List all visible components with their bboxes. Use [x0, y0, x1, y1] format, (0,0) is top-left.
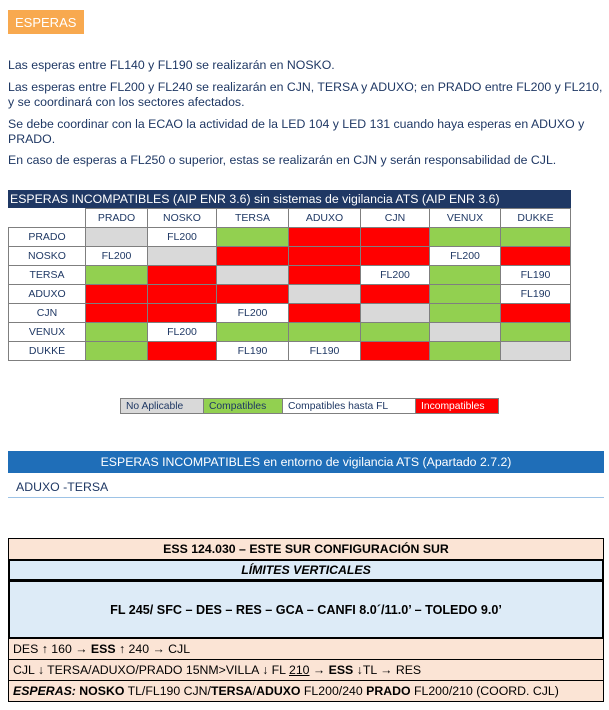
ess-row-esperas: [8, 680, 604, 702]
incompatibility-matrix: [8, 208, 571, 361]
matrix-cell: [430, 342, 501, 361]
ess-sector-box: [8, 539, 604, 702]
ess-row3-fix: ADUXO: [256, 684, 301, 698]
matrix-cell: [501, 228, 571, 247]
matrix-cell: FL200: [430, 247, 501, 266]
ess-row2-part: CJL ↓ TERSA/ADUXO/PRADO 15NM>VILLA ↓ FL: [13, 663, 289, 677]
matrix-cell: [217, 285, 289, 304]
ess-row-des: [8, 638, 604, 660]
ess-row-cjl: [8, 659, 604, 681]
matrix-column-header: TERSA: [217, 209, 289, 228]
matrix-row-header: DUKKE: [9, 342, 86, 361]
matrix-cell: FL200: [217, 304, 289, 323]
matrix-row: [9, 285, 571, 304]
matrix-row-header: ADUXO: [9, 285, 86, 304]
matrix-cell: [430, 228, 501, 247]
ess-row1-part: ↑ 240 → CJL: [115, 642, 191, 656]
matrix-cell: [361, 285, 430, 304]
matrix-cell: FL190: [217, 342, 289, 361]
surveillance-divider: [8, 497, 604, 498]
matrix-row-header: PRADO: [9, 228, 86, 247]
matrix-cell: [148, 266, 217, 285]
matrix-cell: [86, 304, 148, 323]
ess-vertical-limits: FL 245/ SFC – DES – RES – GCA – CANFI 8.0´/11.0’ – TOLEDO 9.0’: [8, 580, 604, 639]
ess-row2-part: →: [309, 663, 329, 677]
legend-compatibles-hasta-fl: Compatibles hasta FL: [282, 398, 416, 414]
matrix-column-header: CJN: [361, 209, 430, 228]
matrix-row: [9, 304, 571, 323]
matrix-cell: [501, 247, 571, 266]
matrix-cell: [289, 323, 361, 342]
matrix-cell: [361, 228, 430, 247]
matrix-row-header: VENUX: [9, 323, 86, 342]
matrix-cell: [86, 342, 148, 361]
ess-row3-part: FL200/240: [300, 684, 367, 698]
matrix-cell: [217, 323, 289, 342]
ess-row1-sector: ESS: [90, 642, 116, 656]
ess-row3-fix: TERSA: [210, 684, 253, 698]
matrix-cell: [148, 285, 217, 304]
matrix-cell: [289, 228, 361, 247]
ess-row3-fix: PRADO: [366, 684, 411, 698]
matrix-row: [9, 342, 571, 361]
paragraph-fl200-fl240: Las esperas entre FL200 y FL240 se realizarán en CJN, TERSA y ADUXO; en PRADO entre FL200 y FL210, y se coordinará con los sectores afectados.: [8, 80, 603, 109]
ess-row2-sector: ESS: [328, 663, 354, 677]
matrix-cell: [430, 266, 501, 285]
matrix-column-header: NOSKO: [148, 209, 217, 228]
matrix-header-row: [9, 209, 571, 228]
matrix-cell: [501, 304, 571, 323]
matrix-cell: [361, 304, 430, 323]
matrix-row: [9, 323, 571, 342]
matrix-cell: FL190: [501, 285, 571, 304]
matrix-row: [9, 266, 571, 285]
matrix-title: ESPERAS INCOMPATIBLES (AIP ENR 3.6) sin sistemas de vigilancia ATS (AIP ENR 3.6): [8, 190, 571, 208]
ess-row2-part: ↓TL → RES: [353, 663, 422, 677]
ess-row3-part: /: [252, 684, 257, 698]
ess-row3-part: FL200/210 (COORD. CJL): [410, 684, 559, 698]
matrix-column-header: VENUX: [430, 209, 501, 228]
matrix-cell: [86, 266, 148, 285]
matrix-legend: [120, 398, 498, 414]
matrix-cell: [217, 228, 289, 247]
matrix-cell: [361, 342, 430, 361]
matrix-cell: [148, 247, 217, 266]
matrix-cell: [289, 304, 361, 323]
matrix-cell: [289, 285, 361, 304]
matrix-corner: [9, 209, 86, 228]
matrix-row: [9, 228, 571, 247]
matrix-cell: FL190: [501, 266, 571, 285]
ess-title: ESS 124.030 – ESTE SUR CONFIGURACIÓN SUR: [8, 538, 604, 560]
ess-row3-label: ESPERAS:: [13, 684, 80, 698]
matrix-cell: FL200: [148, 228, 217, 247]
matrix-cell: FL200: [86, 247, 148, 266]
surveillance-header: ESPERAS INCOMPATIBLES en entorno de vigilancia ATS (Apartado 2.7.2): [8, 451, 604, 473]
matrix-cell: [86, 285, 148, 304]
matrix-cell: [86, 323, 148, 342]
ess-row3-part: TL/FL190 CJN/: [124, 684, 211, 698]
legend-incompatibles: Incompatibles: [415, 398, 499, 414]
ess-row1-part: DES ↑ 160 →: [13, 642, 91, 656]
matrix-cell: FL190: [289, 342, 361, 361]
matrix-cell: [430, 285, 501, 304]
matrix-cell: [430, 323, 501, 342]
matrix-cell: [148, 342, 217, 361]
matrix-cell: [148, 304, 217, 323]
matrix-cell: [501, 342, 571, 361]
matrix-cell: [361, 247, 430, 266]
matrix-cell: [86, 228, 148, 247]
matrix-cell: FL200: [361, 266, 430, 285]
legend-compatibles: Compatibles: [203, 398, 283, 414]
matrix-cell: [361, 323, 430, 342]
matrix-row-header: NOSKO: [9, 247, 86, 266]
ess-row3-fix: NOSKO: [79, 684, 125, 698]
matrix-cell: [289, 247, 361, 266]
matrix-cell: [501, 323, 571, 342]
section-tab-esperas: ESPERAS: [8, 10, 84, 34]
paragraph-nosko: Las esperas entre FL140 y FL190 se realizarán en NOSKO.: [8, 58, 335, 72]
matrix-row: [9, 247, 571, 266]
matrix-cell: [430, 304, 501, 323]
ess-row2-level: 210: [288, 663, 310, 677]
matrix-cell: [289, 266, 361, 285]
legend-no-aplicable: No Aplicable: [120, 398, 204, 414]
matrix-column-header: DUKKE: [501, 209, 571, 228]
matrix-cell: [217, 266, 289, 285]
paragraph-fl250: En caso de esperas a FL250 o superior, estas se realizarán en CJN y serán responsabilidad de CJL.: [8, 153, 557, 167]
matrix-column-header: PRADO: [86, 209, 148, 228]
paragraph-coordinate-ecao: Se debe coordinar con la ECAO la actividad de la LED 104 y LED 131 cuando haya esperas en ADUXO y PRADO.: [8, 117, 585, 146]
matrix-column-header: ADUXO: [289, 209, 361, 228]
matrix-cell: FL200: [148, 323, 217, 342]
matrix-row-header: CJN: [9, 304, 86, 323]
matrix-row-header: TERSA: [9, 266, 86, 285]
matrix-cell: [217, 247, 289, 266]
ess-subtitle: LÍMITES VERTICALES: [8, 559, 604, 581]
surveillance-incompatible-pair: ADUXO -TERSA: [16, 480, 109, 494]
